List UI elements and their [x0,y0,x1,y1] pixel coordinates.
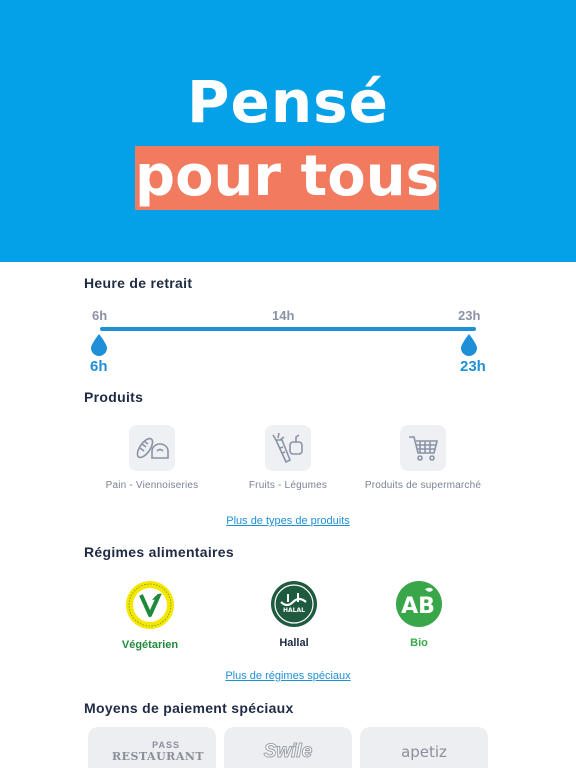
tick-label-start: 6h [92,308,108,323]
hero-title-line2: pour tous [135,144,439,209]
halal-icon [270,580,318,628]
vegetables-icon [265,425,311,471]
slider-end-value: 23h [460,358,486,375]
diet-vegetarian[interactable] [90,580,210,651]
bread-icon [129,425,175,471]
product-label: Fruits - Légumes [248,480,328,491]
tick-label-middle: 14h [272,308,295,323]
pass-restaurant-logo [112,740,205,764]
diet-label: Végétarien [121,639,179,651]
drop-handle-icon [90,334,108,356]
slider-start-handle[interactable] [90,334,108,356]
diet-bio[interactable] [359,580,479,649]
slider-end-handle[interactable] [460,334,478,356]
payment-swile[interactable] [224,727,352,768]
product-label: Produits de supermarché [364,480,482,491]
restaurant-label: RESTAURANT [112,750,205,763]
hero-title-line1: Pensé [187,68,389,136]
tick-label-end: 23h [458,308,481,323]
payment-pass-restaurant[interactable] [88,727,216,768]
products-title: Produits [84,389,144,405]
slider-start-value: 6h [90,358,108,375]
pickup-time-title: Heure de retrait [84,275,193,291]
product-fruits-vegetables[interactable] [213,425,363,491]
payments-title: Moyens de paiement spéciaux [84,700,294,716]
diet-halal[interactable] [234,580,354,649]
diet-label: Hallal [279,637,309,649]
svg-text:AB: AB [401,594,435,619]
more-product-types-link[interactable]: Plus de types de produits [226,515,350,527]
product-label: Pain - Viennoiseries [105,480,199,491]
vegetarian-label-icon [125,580,175,630]
swile-logo: Swile [263,741,313,762]
product-supermarket[interactable] [348,425,498,491]
more-special-diets-link[interactable]: Plus de régimes spéciaux [225,670,351,682]
pickup-time-slider-track[interactable] [100,327,476,331]
drop-handle-icon [460,334,478,356]
organic-ab-icon [395,580,443,628]
product-bread[interactable] [77,425,227,491]
payment-apetiz[interactable] [360,727,488,768]
hero-banner [0,0,576,262]
shopping-cart-icon [400,425,446,471]
svg-text:HALAL: HALAL [283,607,305,614]
diet-label: Bio [410,637,428,649]
diets-title: Régimes alimentaires [84,544,234,560]
apetiz-logo: apetiz [401,743,447,761]
pass-label: PASS [152,740,180,750]
